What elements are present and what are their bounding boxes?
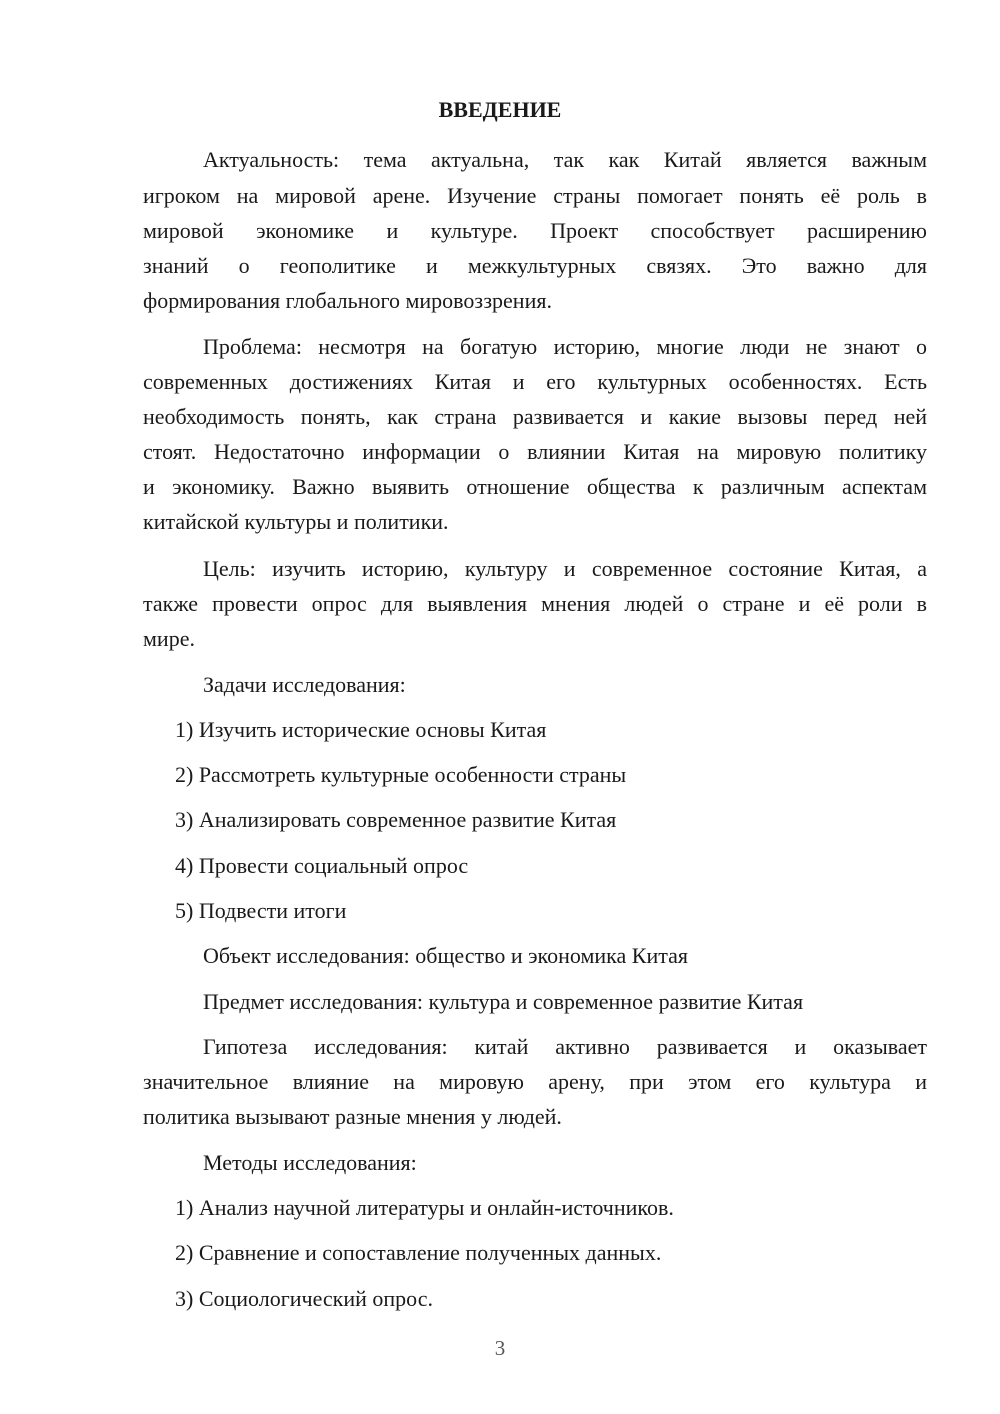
research-object: Объект исследования: общество и экономика Китая <box>203 943 689 968</box>
page-number: 3 <box>494 1336 506 1360</box>
method-item: 1) Анализ научной литературы и онлайн-источников. <box>175 1195 674 1220</box>
problem-line-4: стоят. Недостаточно информации о влиянии Китая на мировую политику <box>143 439 927 464</box>
goal-line-1: Цель: изучить историю, культуру и современное состояние Китая, а <box>203 556 927 581</box>
relevance-line-5: формирования глобального мировоззрения. <box>143 288 552 313</box>
page-title: ВВЕДЕНИЕ <box>438 97 562 122</box>
relevance-line-3: мировой экономике и культуре. Проект способствует расширению <box>143 218 927 243</box>
problem-line-3: необходимость понять, как страна развивается и какие вызовы перед ней <box>143 404 927 429</box>
method-item: 3) Социологический опрос. <box>175 1286 433 1311</box>
method-item: 2) Сравнение и сопоставление полученных данных. <box>175 1240 662 1265</box>
tasks-heading: Задачи исследования: <box>203 672 406 697</box>
task-item: 4) Провести социальный опрос <box>175 853 469 878</box>
hypothesis-line-1: Гипотеза исследования: китай активно развивается и оказывает <box>203 1034 927 1059</box>
research-subject: Предмет исследования: культура и современное развитие Китая <box>203 989 804 1014</box>
problem-line-1: Проблема: несмотря на богатую историю, многие люди не знают о <box>203 334 927 359</box>
problem-line-5: и экономику. Важно выявить отношение общества к различным аспектам <box>143 474 927 499</box>
task-item: 5) Подвести итоги <box>175 898 347 923</box>
relevance-line-1: Актуальность: тема актуальна, так как Китай является важным <box>203 147 927 172</box>
relevance-line-4: знаний о геополитике и межкультурных связях. Это важно для <box>143 253 927 278</box>
hypothesis-line-2: значительное влияние на мировую арену, при этом его культура и <box>143 1069 927 1094</box>
methods-heading: Методы исследования: <box>203 1150 417 1175</box>
problem-line-2: современных достижениях Китая и его культурных особенностях. Есть <box>143 369 927 394</box>
goal-line-3: мире. <box>143 626 195 651</box>
task-item: 1) Изучить исторические основы Китая <box>175 717 547 742</box>
goal-line-2: также провести опрос для выявления мнения людей о стране и её роли в <box>143 591 927 616</box>
task-item: 2) Рассмотреть культурные особенности страны <box>175 762 627 787</box>
relevance-line-2: игроком на мировой арене. Изучение страны помогает понять её роль в <box>143 183 927 208</box>
problem-line-6: китайской культуры и политики. <box>143 509 449 534</box>
hypothesis-line-3: политика вызывают разные мнения у людей. <box>143 1104 562 1129</box>
task-item: 3) Анализировать современное развитие Китая <box>175 807 617 832</box>
